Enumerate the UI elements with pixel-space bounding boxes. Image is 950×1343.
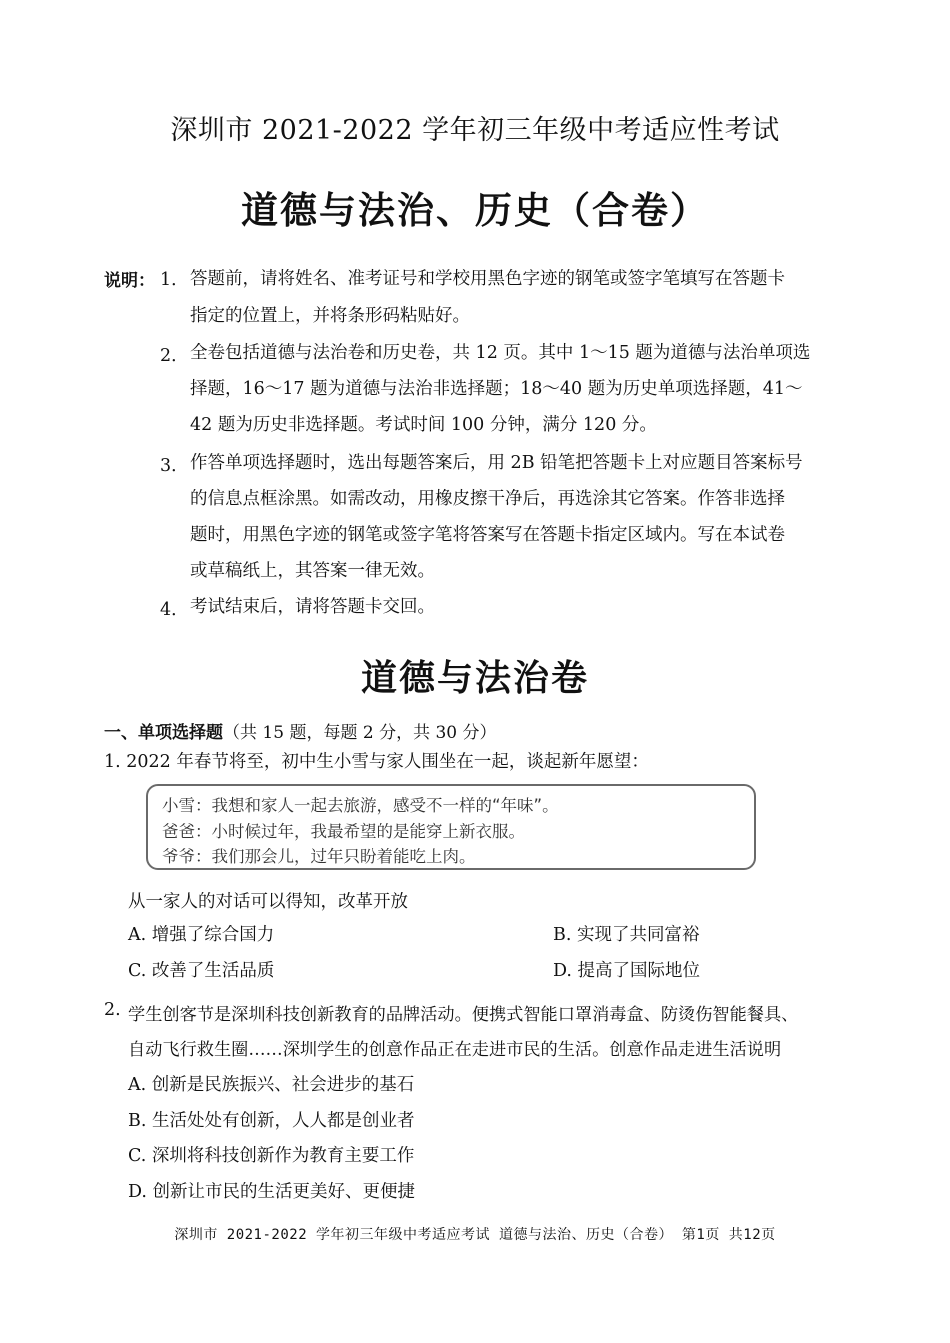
- part-heading: [104, 718, 497, 743]
- question-2-option-a: A. 创新是民族振兴、社会进步的基石: [128, 1075, 415, 1095]
- instruction-number: 1．: [160, 270, 189, 290]
- instruction-line: 答题前，请将姓名、准考证号和学校用黑色字迹的钢笔或签字笔填写在答题卡: [190, 269, 785, 289]
- part-heading-main: 一、单项选择题: [104, 723, 223, 743]
- instruction-line: 题时，用黑色字迹的钢笔或签字笔将答案写在答题卡指定区域内。写在本试卷: [190, 525, 785, 545]
- section-title: 道德与法治卷: [360, 658, 589, 699]
- instruction-number: 4．: [160, 600, 189, 620]
- question-1-stem: 1. 2022 年春节将至，初中生小雪与家人围坐在一起，谈起新年愿望：: [104, 752, 649, 772]
- dialogue-box: [146, 784, 756, 870]
- instruction-line: 择题，16～17 题为道德与法治非选择题；18～40 题为历史单项选择题，41～: [190, 379, 803, 399]
- instruction-line: 或草稿纸上，其答案一律无效。: [190, 561, 435, 581]
- question-1-option-a: A. 增强了综合国力: [128, 925, 275, 945]
- dialogue-line: 小雪：我想和家人一起去旅游，感受不一样的“年味”。: [162, 796, 559, 815]
- dialogue-line: 爸爸：小时候过年，我最希望的是能穿上新衣服。: [162, 822, 525, 841]
- question-2-number: 2.: [104, 1000, 121, 1020]
- question-2-option-c: C. 深圳将科技创新作为教育主要工作: [128, 1146, 415, 1166]
- instruction-line: 作答单项选择题时，选出每题答案后，用 2B 铅笔把答题卡上对应题目答案标号: [190, 453, 803, 473]
- question-1-option-b: B. 实现了共同富裕: [553, 925, 700, 945]
- instruction-line: 指定的位置上，并将条形码粘贴好。: [190, 306, 470, 326]
- instruction-line: 的信息点框涂黑。如需改动，用橡皮擦干净后，再选涂其它答案。作答非选择: [190, 489, 785, 509]
- instruction-line: 全卷包括道德与法治卷和历史卷，共 12 页。其中 1～15 题为道德与法治单项选: [190, 343, 811, 363]
- part-heading-detail: （共 15 题，每题 2 分，共 30 分）: [223, 723, 497, 743]
- instruction-line: 42 题为历史非选择题。考试时间 100 分钟，满分 120 分。: [190, 415, 657, 435]
- instructions-label: 说明：: [104, 271, 155, 291]
- instruction-number: 3．: [160, 456, 189, 476]
- question-2-stem-line: 自动飞行救生圈……深圳学生的创意作品正在走进市民的生活。创意作品走进生活说明: [128, 1040, 782, 1060]
- question-1-option-d: D. 提高了国际地位: [553, 961, 701, 981]
- page-footer: 深圳市 2021-2022 学年初三年级中考适应考试 道德与法治、历史（合卷） 第1页 共12页: [174, 1227, 776, 1243]
- question-1-prompt: 从一家人的对话可以得知，改革开放: [128, 892, 408, 912]
- instruction-line: 考试结束后，请将答题卡交回。: [190, 597, 435, 617]
- subject-title: 道德与法治、历史（合卷）: [241, 189, 709, 232]
- instruction-number: 2．: [160, 346, 189, 366]
- question-2-option-d: D. 创新让市民的生活更美好、更便捷: [128, 1182, 416, 1202]
- exam-header-title: 深圳市 2021-2022 学年初三年级中考适应性考试: [170, 115, 780, 146]
- question-2-stem-line: 学生创客节是深圳科技创新教育的品牌活动。便携式智能口罩消毒盒、防烫伤智能餐具、: [128, 1005, 799, 1025]
- question-1-option-c: C. 改善了生活品质: [128, 961, 275, 981]
- dialogue-line: 爷爷：我们那会儿，过年只盼着能吃上肉。: [162, 847, 476, 866]
- question-2-option-b: B. 生活处处有创新，人人都是创业者: [128, 1111, 415, 1131]
